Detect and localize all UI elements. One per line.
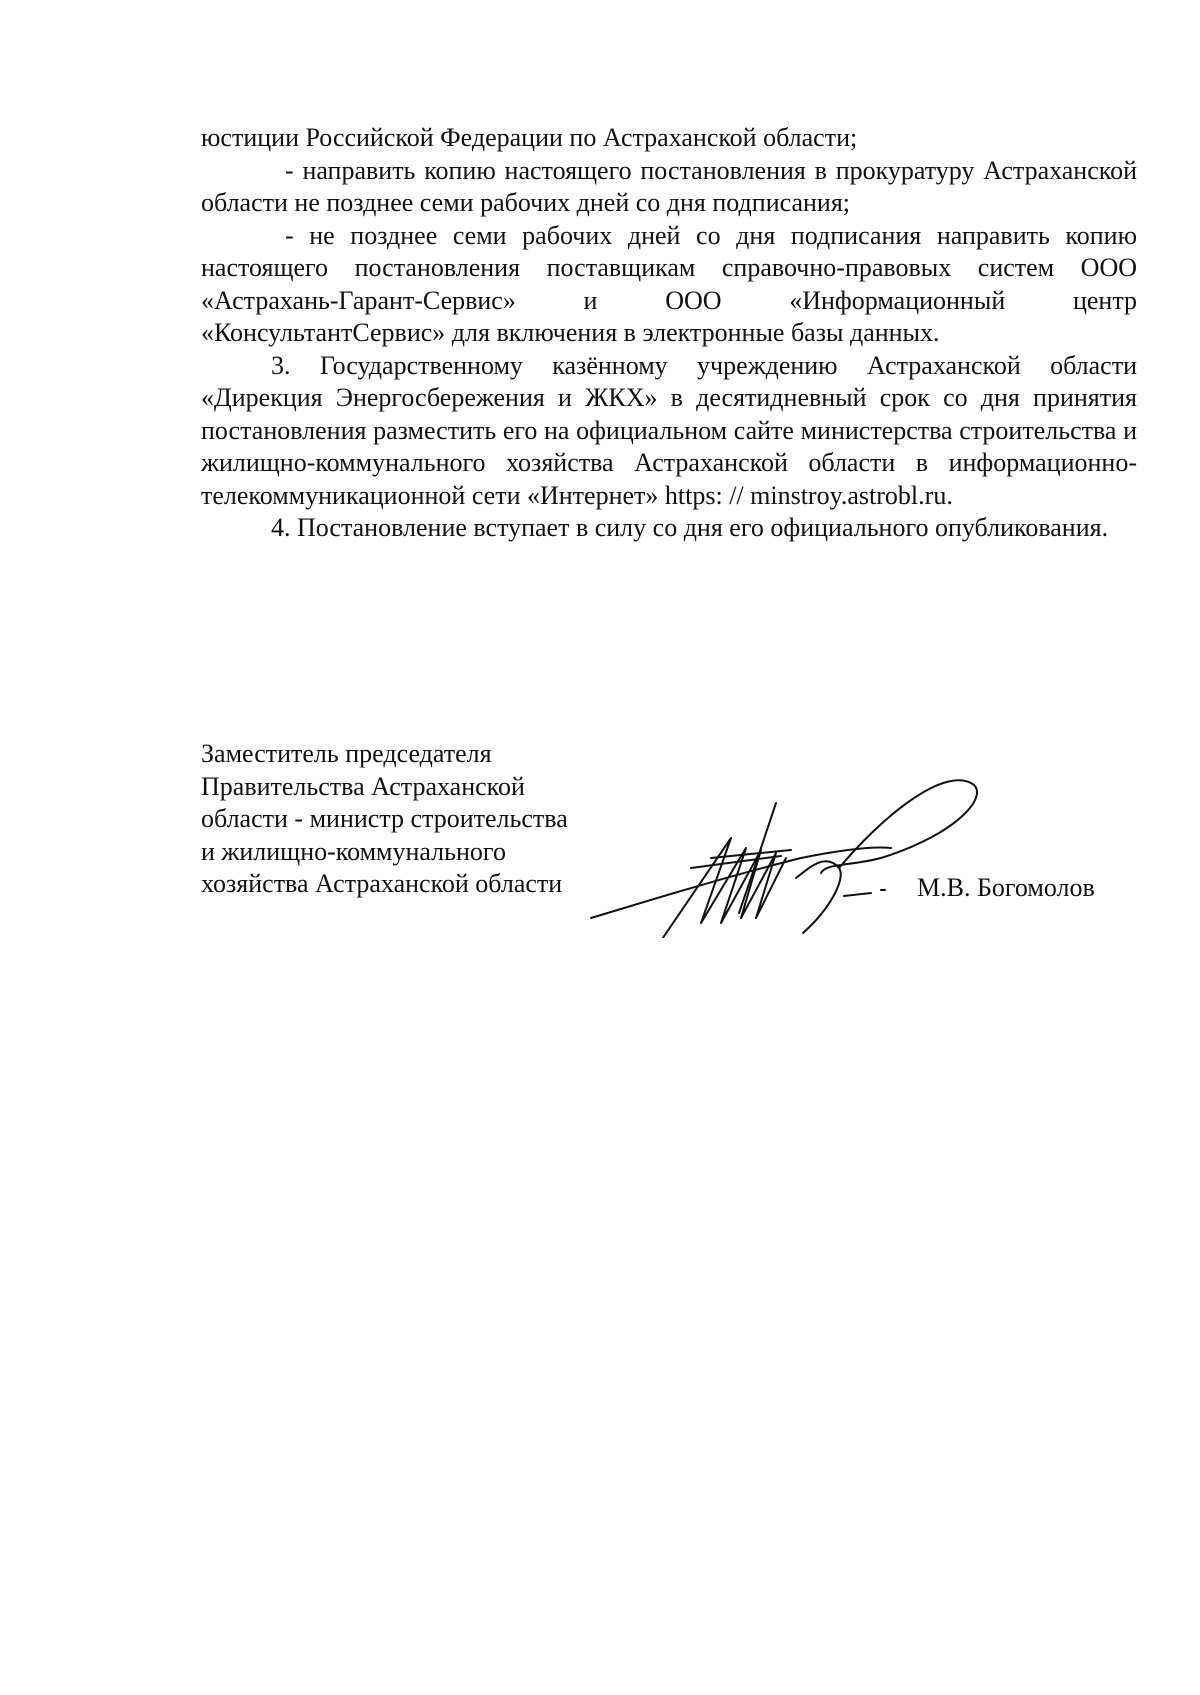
signatory-title-line: и жилищно-коммунального — [201, 836, 506, 866]
document-body — [201, 122, 1137, 545]
signatory-title-line: хозяйства Астраханской области — [201, 869, 563, 898]
paragraph-item-4: 4. Постановление вступает в силу со дня его официального опубликования. — [271, 513, 1109, 542]
paragraph-legal-systems-copy: - не позднее семи рабочих дней со дня подписания направить копию настоящего постановления поставщикам справочно-правовых систем ООО «Астрахань-Гарант-Сервис» и ООО «Информационный центр «КонсультантСервис» для включения в электронные базы данных. — [201, 220, 1137, 347]
signatory-title — [201, 738, 621, 901]
paragraph-prosecutor-copy: - направить копию настоящего постановления в прокуратуру Астраханской области не позднее семи рабочих дней со дня подписания; — [201, 155, 1137, 217]
signatory-title-line: области - министр строительства — [201, 804, 568, 833]
signatory-title-line: Правительства Астраханской — [201, 771, 525, 801]
signatory-name: М.В. Богомолов — [917, 873, 1095, 902]
paragraph-item-3: 3. Государственному казённому учреждению Астраханской области «Дирекция Энергосбережения и ЖКХ» в десятидневный срок со дня принятия постановления разместить его на официальном сайте министерства строительства и жилищно-коммунального хозяйства Астраханской области в информационно-телекоммуникационной сети «Интернет» https: // minstroy.astrobl.ru. — [201, 350, 1137, 510]
signatory-title-line: Заместитель председателя — [201, 739, 492, 768]
handwritten-signature — [581, 758, 981, 938]
paragraph-continuation: юстиции Российской Федерации по Астраханской области; — [201, 123, 858, 152]
signature-block — [201, 738, 1137, 938]
